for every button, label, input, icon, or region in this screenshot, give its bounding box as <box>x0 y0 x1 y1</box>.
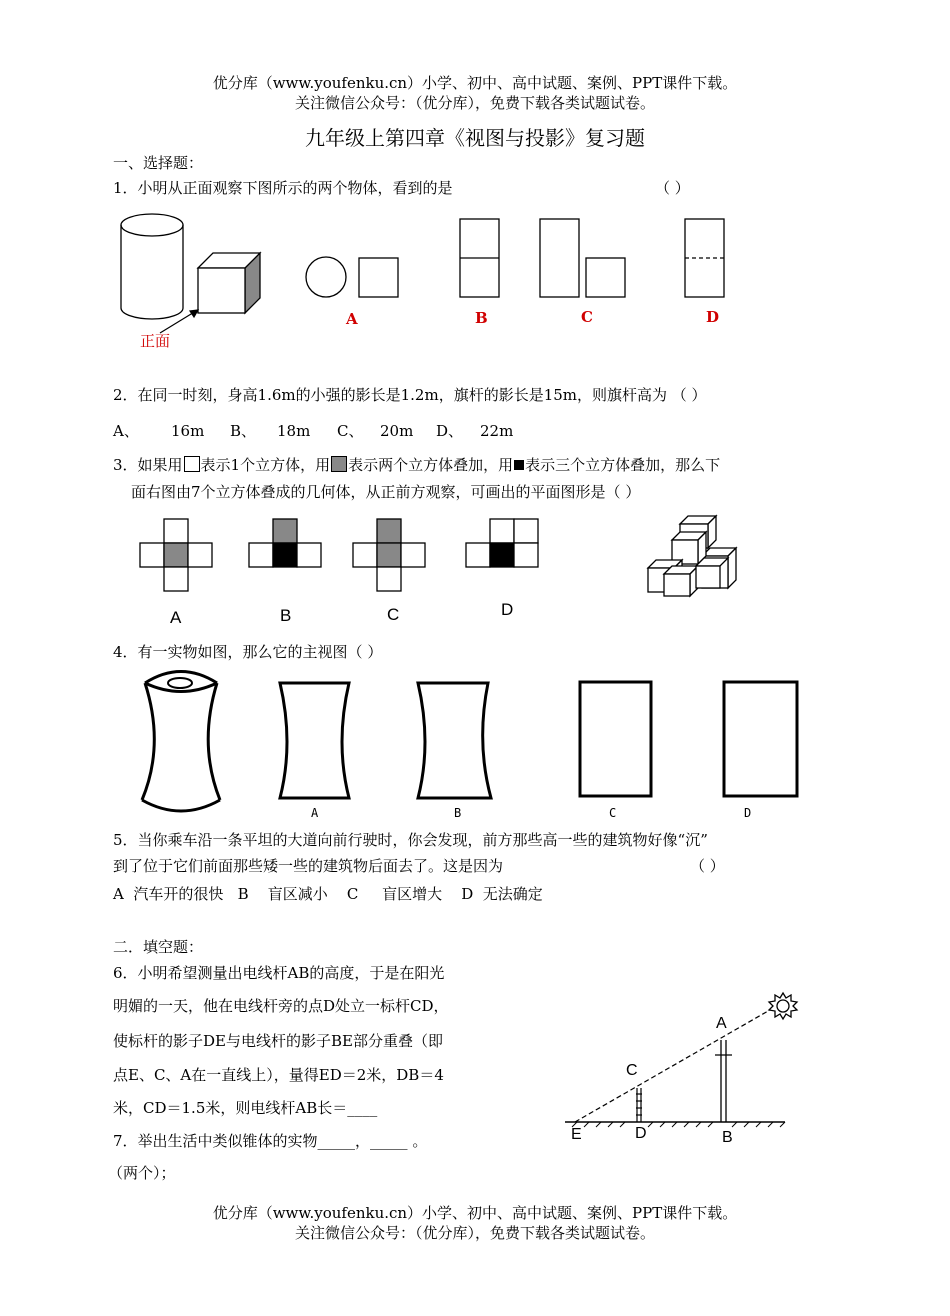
q6-line-5: 米，CD＝1.5米，则电线杆AB长＝____ <box>113 1099 378 1117</box>
q2-option-b-label: B、 <box>230 422 257 440</box>
page-title: 九年级上第四章《视图与投影》复习题 <box>305 126 645 150</box>
q4-text: 4．有一实物如图，那么它的主视图（ ） <box>113 643 383 661</box>
q2-option-c-label: C、 <box>337 422 364 440</box>
q2-option-a-value: 16m <box>171 422 205 440</box>
q6-line-4: 点E、C、A在一直线上），量得ED＝2米，DB＝4 <box>113 1066 444 1084</box>
q3-option-d-label: D <box>501 600 514 619</box>
q6-marker-pole-cd <box>636 1088 642 1122</box>
footer-line-1: 优分库（www.youfenku.cn）小学、初中、高中试题、案例、PPT课件下载。 <box>212 1204 738 1222</box>
q2-option-b-value: 18m <box>277 422 311 440</box>
q2-option-d-label: D、 <box>436 422 464 440</box>
q5-line-2: 到了位于它们前面那些矮一些的建筑物后面去了。这是因为 <box>113 857 504 875</box>
header-line-2: 关注微信公众号：（优分库），免费下载各类试题试卷。 <box>294 94 655 112</box>
section-fill-heading: 二．填空题： <box>113 938 204 956</box>
q7-line-2: （两个）； <box>108 1164 176 1182</box>
q6-line-3: 使标杆的影子DE与电线杆的影子BE部分重叠（即 <box>113 1032 443 1050</box>
q4-option-d-label: D <box>744 806 752 820</box>
q5-options: A 汽车开的很快 B 盲区减小 C 盲区增大 D 无法确定 <box>113 885 543 903</box>
q2-text: 2．在同一时刻，身高1.6m的小强的影长是1.2m，旗杆的影长是15m，则旗杆高为 （ ） <box>113 386 707 404</box>
q6-sun-ray <box>575 1007 775 1122</box>
q6-electric-pole-ab <box>715 1040 732 1122</box>
q3-text-part1: 3．如果用 <box>113 456 183 474</box>
q1-option-c-label: C <box>581 308 593 326</box>
q6-point-d-label: D <box>635 1125 647 1142</box>
q2-option-d-value: 22m <box>480 422 514 440</box>
section-choice-heading: 一、选择题： <box>113 154 204 172</box>
q1-answer-paren: （ ） <box>655 179 690 197</box>
sun-icon <box>769 993 797 1019</box>
q3-option-c-label: C <box>387 605 400 624</box>
q6-point-e-label: E <box>571 1126 582 1143</box>
q1-option-a-label: A <box>346 310 358 328</box>
q6-point-c-label: C <box>626 1062 638 1079</box>
q3-line-2: 面右图由7个立方体叠成的几何体，从正前方观察，可画出的平面图形是（ ） <box>131 483 641 501</box>
header-line-1: 优分库（www.youfenku.cn）小学、初中、高中试题、案例、PPT课件下载。 <box>212 74 738 92</box>
q6-line-2: 明媚的一天，他在电线杆旁的点D处立一标杆CD， <box>113 997 449 1015</box>
q1-option-b-label: B <box>475 309 488 327</box>
q2-option-c-value: 20m <box>380 422 414 440</box>
q1-text: 1．小明从正面观察下图所示的两个物体，看到的是 <box>113 179 453 197</box>
q5-line-1: 5．当你乘车沿一条平坦的大道向前行驶时，你会发现，前方那些高一些的建筑物好像“沉” <box>113 831 708 849</box>
q7-line-1: 7．举出生活中类似锥体的实物_____，_____ 。 <box>113 1132 428 1150</box>
q1-front-label: 正面 <box>140 332 171 350</box>
footer-line-2: 关注微信公众号：（优分库），免费下载各类试题试卷。 <box>294 1224 655 1242</box>
q1-option-d-label: D <box>706 308 720 326</box>
q4-option-a-label: A <box>311 806 319 820</box>
q3-option-b-label: B <box>280 606 292 625</box>
q3-text-part3: 表示两个立方体叠加，用 <box>348 456 514 474</box>
q3-option-a-label: A <box>170 608 182 627</box>
q2-option-a-label: A、 <box>113 422 139 440</box>
q3-text-part4: 表示三个立方体叠加，那么下 <box>525 456 721 474</box>
q6-line-1: 6．小明希望测量出电线杆AB的高度，于是在阳光 <box>113 964 445 982</box>
q4-option-c-label: C <box>609 806 617 820</box>
q5-answer-paren: （ ） <box>690 857 725 875</box>
q3-text-part2: 表示1个立方体，用 <box>200 456 331 474</box>
q6-point-a-label: A <box>716 1015 727 1032</box>
q4-option-b-label: B <box>454 806 462 820</box>
q6-point-b-label: B <box>722 1129 733 1146</box>
